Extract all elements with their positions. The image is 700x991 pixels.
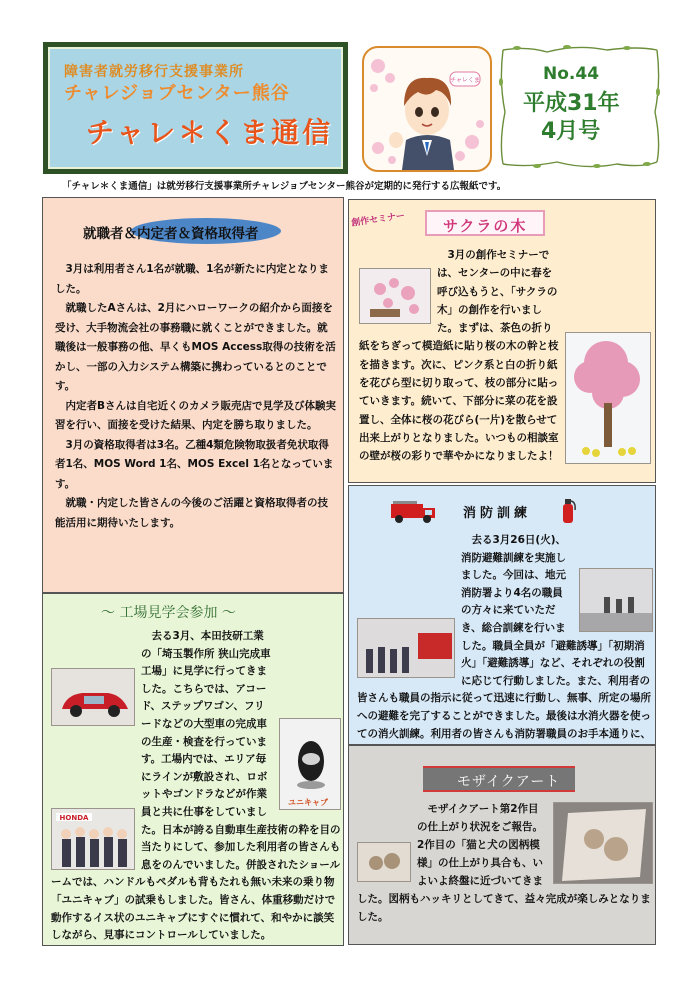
brand-label: HONDA xyxy=(59,814,89,822)
factory-paragraph: 去る3月、本田技研工業の「埼玉製作所 狭山完成車工場」に見学に行ってきました。こちらでは、アコード、ステップワゴン、フリードなどの大型車の完成車の生産・検査を行っています。工場内では、エリア毎にラインが敷設され、ロボットやゴンドラなどが作業員と共に仕事をしていました。日本が誇る自動車生産技術の粋を目の当たりにして、参加した利用者の皆さんも息をのんでいました。併設されたショールームでは、ハンドルもペダルも背もたれも無い未来の乗り物「ユニキャブ」の試乗もしました。皆さん、体重移動だけで動作するイス状のユニキャブにすぐに慣れて、和やかに談笑しながら、見事にコントロールしていました。 xyxy=(51,630,341,942)
fire-drill-article xyxy=(348,485,656,745)
office-type-label: 障害者就労移行支援事業所 xyxy=(64,64,244,80)
sakura-paragraph: 3月の創作セミナーでは、センターの中に春を呼び込もうと、「サクラの木」の創作を行いました。まずは、茶色の折り紙をちぎって模造紙に貼り桜の木の幹と枝を描きます。次に、ピンク系と白の折り紙を花びら型に切り取って、枝の部分に貼っていきます。続いて、下部分に菜の花を設置し、全体に桜の花びら(一片)を散らせて出来上がりとなりました。いつもの相談室の壁が桜の彩りで華やかになりましたよ！ xyxy=(359,249,559,463)
group-photo-honda xyxy=(51,808,135,870)
sakura-body xyxy=(359,246,651,466)
employment-paragraph: 就職・内定した皆さんの今後のご活躍と資格取得者の技能活用に期待いたします。 xyxy=(55,497,328,529)
fire-drill-paragraph: 去る3月26日(火)、消防避難訓練を実施しました。今回は、地元消防署より4名の職員の方々に来ていただき、総合訓練を行いました。職員全員が「避難誘導」「初期消火」「避難誘導」など、それぞれの役割に応じて行動しました。また、利用者の皆さんも職員の指示に従って迅速に行動し、無事、所定の場所への避難を完了することができました。最後は水消火器を使っての消火訓練。利用者の皆さんも消防署職員のお手本通りに、 xyxy=(357,534,651,740)
factory-heading: ～ 工場見学会参加 ～ xyxy=(101,605,236,621)
unicab-photo-caption: ユニキャブ xyxy=(288,798,328,807)
issue-info-panel xyxy=(497,42,662,172)
employment-paragraph: 3月は利用者さん1名が就職、1名が新たに内定となりました。 xyxy=(55,263,329,295)
car-photo xyxy=(51,668,135,726)
employment-paragraph: 就職したAさんは、2月にハローワークの紹介から面接を受け、大手物流会社の事務職に就くことができました。就職後は一般事務の他、早くもMOS Access取得の技術を活かし、一部の入力システム構築に携わっているとのことです。 xyxy=(55,302,336,392)
fire-drill-body xyxy=(357,532,653,761)
employment-heading: 就職者＆内定者＆資格取得者 xyxy=(83,226,259,242)
mosaic-body xyxy=(357,800,653,926)
employment-paragraph: 内定者Bさんは自宅近くのカメラ販売店で見学及び体験実習を行い、面接を受けた結果、内定を勝ち取りました。 xyxy=(55,399,337,431)
masthead-frame xyxy=(43,42,348,174)
mosaic-paragraph: モザイクアート第2作目の仕上がり状況をご報告。2作目の「猫と犬の図柄模様」の仕上がり具合も、いよいよ終盤に近づいてきました。図柄もハッキリとしてきて、益々完成が楽しみとなりました。 xyxy=(357,803,651,923)
sakura-craft-photo xyxy=(359,268,431,324)
newsletter-caption: 「チャレ＊くま通信」は就労移行支援事業所チャレジョブセンター熊谷が定期的に発行する広報紙です。 xyxy=(62,181,507,192)
newsletter-title: チャレ＊くま通信 xyxy=(86,116,334,149)
sakura-tree-photo xyxy=(565,332,651,464)
mascot-name-label: チャレくま xyxy=(450,77,480,84)
unicab-photo xyxy=(279,718,341,810)
issue-month: 4月号 xyxy=(541,119,601,144)
fire-truck-icon xyxy=(389,498,437,524)
mascot-icon xyxy=(364,48,490,170)
mosaic-board-icon xyxy=(554,803,653,884)
building-icon xyxy=(580,569,653,632)
center-name: チャレジョブセンター熊谷 xyxy=(64,83,290,104)
drill-photo-group xyxy=(357,618,455,678)
sakura-tree-icon xyxy=(566,333,651,464)
employment-body xyxy=(55,260,337,533)
mascot-illustration xyxy=(362,46,492,172)
mosaic-title-frame xyxy=(423,766,575,792)
masthead-panel xyxy=(48,47,343,169)
craft-icon xyxy=(360,269,431,324)
employment-paragraph: 3月の資格取得者は3名。乙種4類危険物取扱者免状取得者1名、MOS Word 1名、MOS Excel 1名となっています。 xyxy=(55,438,334,490)
seminar-label: 創作セミナー xyxy=(350,211,406,229)
extinguisher-icon xyxy=(559,496,577,524)
drill-photo-building xyxy=(579,568,653,632)
employment-article xyxy=(42,197,344,593)
car-icon xyxy=(52,669,135,726)
mosaic-art-article xyxy=(348,745,656,945)
issue-number: No.44 xyxy=(543,64,600,84)
sakura-title-frame xyxy=(425,210,545,236)
sakura-title: サクラの木 xyxy=(443,217,528,235)
factory-body xyxy=(51,628,341,945)
sakura-article xyxy=(348,199,656,483)
group-icon xyxy=(52,809,135,870)
issue-year: 平成31年 xyxy=(523,91,620,116)
mosaic-title: モザイクアート xyxy=(457,774,561,790)
factory-visit-article xyxy=(42,593,344,946)
mosaic-photo-large xyxy=(553,802,653,884)
crowd-icon xyxy=(358,619,455,678)
mosaic-detail-icon xyxy=(358,843,411,882)
mosaic-photo-small xyxy=(357,842,411,882)
fire-drill-title: 消防訓練 xyxy=(463,506,532,521)
